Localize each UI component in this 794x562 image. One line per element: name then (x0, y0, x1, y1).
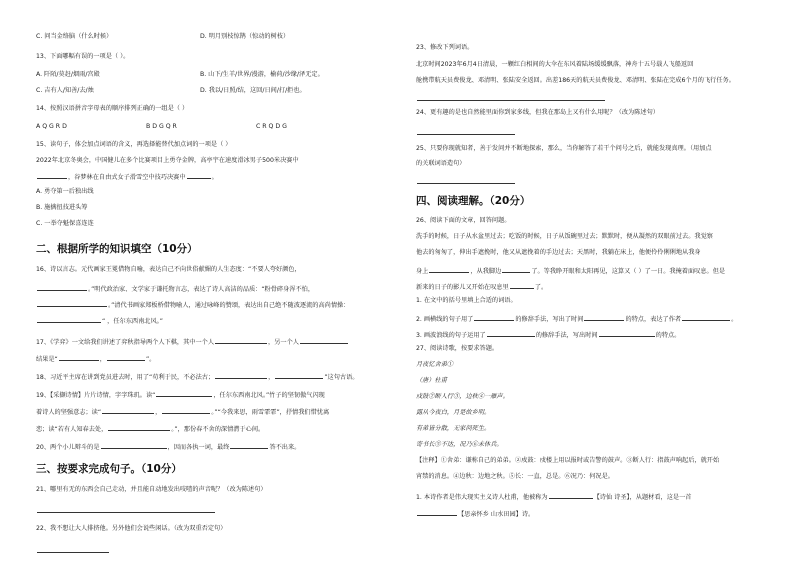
q15-blank-1[interactable] (37, 172, 67, 179)
q24-answer-line[interactable] (417, 128, 515, 135)
section-3-heading: 三、按要求完成句子。（10分） (36, 463, 182, 475)
q18-text: 18、习近平主席在讲到党员进去时，用了“苟利于民，不必法古； (36, 374, 215, 381)
q23-answer-line[interactable] (417, 94, 605, 101)
q19-line-2c: 。”“今我来思，雨雪霏霏”，抒情我们惜忧离 (211, 409, 330, 416)
q16-blank-1[interactable] (37, 284, 87, 291)
q21-text: 21、哪里有无的东西会自己走动，并且能自动地发出吱喳的声音呢？（改为陈述句） (36, 486, 267, 493)
q20-blank-2[interactable] (230, 442, 268, 449)
q19-line-3b: 。”，那份春不舍的深情潸于心间。 (171, 426, 265, 433)
q19-line-2: 着诗人的坚强意志；读“ (36, 409, 102, 416)
q27-text: 27、阅读诗歌，按要求答题。 (416, 345, 499, 352)
q20-blank-1[interactable] (101, 442, 167, 449)
q14-option-b: B D G Q R (146, 123, 177, 130)
q18-blank-2[interactable] (275, 372, 323, 379)
q13-option-d: D. 我以/日照/结，这回/日间/打/拒也。 (200, 87, 306, 94)
q15-blank-2[interactable] (187, 172, 211, 179)
q26-3-blank-1[interactable] (487, 330, 535, 337)
q19-blank-2[interactable] (102, 407, 154, 414)
q13-option-a: A. 阡陌/莫赶/烟雨/宫殿 (36, 71, 100, 78)
section-2-heading: 二、根据所学的知识填空（10分） (36, 243, 198, 255)
q21-answer-line[interactable] (37, 506, 215, 513)
q22-answer-line[interactable] (37, 546, 109, 553)
q26-2-blank-2[interactable] (584, 314, 624, 321)
q12-option-d: D. 明月别枝惊鹊（惊动的树枝） (200, 33, 290, 40)
q16-blank-3[interactable] (37, 316, 101, 323)
q23-text: 23、修改下列词语。 (416, 44, 474, 51)
q26-3-blank-2[interactable] (599, 330, 655, 337)
poem-title: 月夜忆舍弟① (416, 361, 454, 368)
q12-option-c: C. 问当金络脑（什么时候） (36, 33, 113, 40)
q18-text-b: ， (268, 374, 275, 381)
poem-line-1: 戍鼓②断人行③，边秋④一雁声。 (416, 393, 509, 400)
q26-sub-2b: 的修辞手法，写出了时间 (515, 316, 584, 323)
q17-blank-3[interactable] (59, 354, 99, 361)
q23-passage-2: 舱携带航天员费俊龙、邓清明、张陆安全返回。出差186天的航天员费俊龙、邓清明、张陆在完成6个月的飞行任务。 (416, 77, 735, 84)
q19-blank-1[interactable] (156, 390, 212, 397)
poem-line-4: 寄书长⑤不达，况乃⑥未休兵。 (416, 441, 503, 448)
q22-text: 22、我不想让大人排挤他。另外他们会说些闲话。（改为双重否定句） (36, 525, 227, 532)
q26-sub-3a: 3. 画波浪线的句子运用了 (416, 332, 486, 339)
q24-text: 24、更有趣的是也自然能里面你到家多线，但我在那岛上又有什么用呢？（改为陈述句） (416, 109, 659, 116)
q16-line-1: 16、诗以言志。元代画家王冕借物自喻，表达自己不向世俗献媚的人生态度：“不要人夸好颜色， (36, 266, 301, 273)
q17-line-2b: ， (99, 356, 106, 363)
q17-blank-4[interactable] (107, 354, 145, 361)
q26-sub-3b: 的修辞手法，写出时间 (535, 332, 598, 339)
q17-blank-2[interactable] (300, 337, 348, 344)
q18-text-c: ”这句古语。 (324, 374, 359, 381)
q16-blank-2[interactable] (37, 300, 107, 307)
exam-page: C. 问当金络脑（什么时候） D. 明月别枝惊鹊（惊动的树枝） 13、下面哪幅有误的一项是（ ）。 A. 阡陌/莫赶/烟雨/宫殿 B. 山下/生羊/世界/漫游，榆荷/沙缘/泽无定。 C. 吉有人/知善/去/烛 D. 我以/日照/结，这回/日间/打/拒也。 14、按照汉语拼音字母表的顺序排列正确的一组是（ ） A Q G R D B D G Q R C R Q D G 15、读句子，体会加点词语的含义，再选择能替代加点词的一项是（ ） 2022年北京冬奥会，中国健儿在多个比赛项目上勇夺金牌，高亭宇在速度滑冰男子500米决赛中 ，谷梦林在自由式女子滑雪空中技巧决赛中 。 A. 勇夺第一后独出线 B. 施擒扭技进头筹 C. 一举夺魁保喜连连 二、根据所学的知识填空（10分） 16、诗以言志。元代画家王冕借物自喻，表达自己不向世俗献媚的人生态度：“不要人夸好颜色， 。”明代政治家、文学家于谦托物言志，表达了诗人高洁的品质：“粉骨碎身浑不怕， 。”清代书画家郑板桥借物喻人，通过咏峰的赞颂，表达出自己绝不随波逐流的高尚情操： “ ，任尔东西南北风。” 17、《学弈》一文给我们讲述了弈秋指导两个人下棋，其中一个人 ，另一个人 结果是“ ， ”。 18、习近平主席在讲到党员进去时，用了“苟利于民，不必法古； ， ”这句古语。 19、【采撷诗情】片片诗情，字字珠玑。读“ ，任尔东西南北风。”竹子的坚韧傲气闪现 着诗人的坚强意志；读“ ， 。”“今我来思，雨雪霏霏”，抒情我们惜忧离 恋；读“若有人知春去处， 。”，那份春不舍的深情潸于心间。 20、两个小儿辩斗的是 ，因而各执一词，最终 答不出来。 三、按要求完成句子。（10分） 21、哪里有无的东西会自己走动，并且能自动地发出吱喳的声音呢？（改为陈述句） 22、我不想让大人排挤他。另外他们会说些闲话。（改为双重否定句） 23、修改下列词语。 北京时间2023年6月4日清晨，一颗红白相间的大伞在东风着陆场缓缓飘落，神舟十五号载人飞船返回 舱携带航天员费俊龙、邓清明、张陆安全返回。出差186天的航天员费俊龙、邓清明、张陆在完成6个月的飞行任务。 24、更有趣的是也自然能里面你到家多线，但我在那岛上又有什么用呢？（改为陈述句） 25、只要你现就知者，善于发问并不断地探索，那么，当你解答了若干个问号之后，就能发现真理。（用加点 的关联词语造句） 四、阅读理解。（20分） 26、阅读下面的文章，回答问题。 洗手的时候，日子从水盆里过去；吃饭的时候，日子从饭碗里过去；默默时，便从凝然的双眼前过去。我觉察 他去的匆匆了，伸出手遮挽时，他又从遮挽着的手边过去；天黑时，我躺在床上，他便伶伶俐俐地从我身 身上 ，从我脚边 了。等我睁开眼和太阳再见，这算又（ ）了一日。我掩着面叹息。但是 新来的日子的影儿又开始在叹息里 了。 1. 在文中的括号里填上合适的词语。 2. 画横线的句子用了 的修辞手法，写出了时间 的特点，表达了作者 。 3. 画波浪线的句子运用了 的修辞手法，写出时间 的特点。 27、阅读诗歌，按要求答题。 月夜忆舍弟① （唐）杜甫 戍鼓②断人行③，边秋④一雁声。 露从今夜白，月是故乡明。 有弟皆分散，无家问死生。 寄书长⑤不达，况乃⑥未休兵。 【注释】①舍弟：谦称自己的弟弟。②戍鼓：戍楼上用以报时或告警的鼓声。③断人行：指鼓声响起后，就开始 宵禁的消息。④边秋：边地之秋。⑤长：一直，总是。⑥况乃：何况是。 1. 本诗作者是伟大现实主义诗人杜甫，他被称为 【诗仙 诗圣】，从题材看，这是一首 【思亲怀乡 山水田园】诗。 (0, 0, 794, 562)
q15-text: 15、读句子，体会加点词语的含义，再选择能替代加点词的一项是（ ） (36, 141, 232, 148)
q17-line-1b: ，另一个人 (268, 339, 299, 346)
q14-option-a: A Q G R D (36, 123, 67, 130)
q27-blank-1[interactable] (549, 492, 593, 499)
q13-text: 13、下面哪幅有误的一项是（ ）。 (36, 53, 130, 60)
q26-sub-1: 1. 在文中的括号里填上合适的词语。 (416, 297, 517, 304)
passage-line-4: 新来的日子的影儿又开始在叹息里 (416, 284, 509, 291)
passage-line-1: 洗手的时候，日子从水盆里过去；吃饭的时候，日子从饭碗里过去；默默时，便从凝然的双眼前过去。我觉察 (416, 233, 713, 240)
q14-option-c: C R Q D G (256, 123, 287, 130)
passage-line-3b: ，从我脚边 (470, 268, 502, 275)
q26-2-blank-3[interactable] (682, 314, 730, 321)
q16-line-4: “ ，任尔东西南北风。” (102, 318, 163, 325)
poem-line-3: 有弟皆分散，无家问死生。 (416, 425, 491, 432)
q20-text-b: ，因而各执一词，最终 (167, 444, 230, 451)
q16-line-2: 。”明代政治家、文学家于谦托物言志，表达了诗人高洁的品质：“粉骨碎身浑不怕， (88, 286, 315, 293)
q13-option-c: C. 吉有人/知善/去/烛 (36, 87, 94, 94)
passage-line-3a: 身上 (416, 268, 429, 275)
passage-blank-3[interactable] (510, 282, 534, 289)
q25-line-2: 的关联词语造句） (416, 160, 466, 167)
q19-line-1b: ，任尔东西南北风。”竹子的坚韧傲气闪现 (213, 392, 325, 399)
q26-2-blank-1[interactable] (474, 314, 514, 321)
q17-line-2c: ”。 (145, 356, 156, 363)
passage-line-3c: 了。等我睁开眼和太阳再见，这算又（ ）了一日。我掩着面叹息。但是 (531, 268, 726, 275)
q16-line-3: 。”清代书画家郑板桥借物喻人，通过咏峰的赞颂，表达出自己绝不随波逐流的高尚情操： (108, 302, 350, 309)
passage-line-2: 他去的匆匆了，伸出手遮挽时，他又从遮挽着的手边过去；天黑时，我躺在床上，他便伶伶俐俐地从我身 (416, 249, 701, 256)
q17-line-2a: 结果是“ (36, 356, 58, 363)
q15-option-b: B. 施擒扭技进头筹 (36, 204, 88, 211)
q26-sub-2c: 的特点，表达了作者 (625, 316, 682, 323)
poem-author: （唐）杜甫 (416, 377, 447, 384)
q27-blank-2[interactable] (417, 509, 457, 516)
q17-line-1: 17、《学弈》一文给我们讲述了弈秋指导两个人下棋，其中一个人 (36, 339, 215, 346)
q15-passage-2: ，谷梦林在自由式女子滑雪空中技巧决赛中 (68, 174, 186, 181)
passage-blank-1[interactable] (429, 266, 469, 273)
q19-blank-4[interactable] (108, 424, 170, 431)
q19-line-1: 19、【采撷诗情】片片诗情，字字珠玑。读“ (36, 392, 156, 399)
passage-blank-2[interactable] (502, 266, 530, 273)
q19-line-3a: 恋；读“若有人知春去处， (36, 426, 108, 433)
q20-text: 20、两个小儿辩斗的是 (36, 444, 100, 451)
q15-option-a: A. 勇夺第一后独出线 (36, 188, 94, 195)
q23-passage-1: 北京时间2023年6月4日清晨，一颗红白相间的大伞在东风着陆场缓缓飘落，神舟十五号载人飞船返回 (416, 61, 694, 68)
q25-answer-line[interactable] (417, 177, 515, 184)
q27-sub-1b: 【诗仙 诗圣】，从题材看，这是一首 (593, 494, 692, 501)
q13-option-b: B. 山下/生羊/世界/漫游，榆荷/沙缘/泽无定。 (200, 71, 324, 78)
poem-note-2: 宵禁的消息。④边秋：边地之秋。⑤长：一直，总是。⑥况乃：何况是。 (416, 473, 614, 480)
q18-blank-1[interactable] (215, 372, 267, 379)
q26-sub-2a: 2. 画横线的句子用了 (416, 316, 474, 323)
q27-sub-2b: 【思亲怀乡 山水田园】诗。 (458, 511, 535, 518)
q14-text: 14、按照汉语拼音字母表的顺序排列正确的一组是（ ） (36, 105, 189, 112)
q27-sub-1a: 1. 本诗作者是伟大现实主义诗人杜甫，他被称为 (416, 494, 548, 501)
q19-blank-3[interactable] (162, 407, 210, 414)
q19-line-2b: ， (155, 409, 162, 416)
q26-sub-3c: 的特点。 (655, 332, 681, 339)
poem-note-1: 【注释】①舍弟：谦称自己的弟弟。②戍鼓：戍楼上用以报时或告警的鼓声。③断人行：指鼓声响起后，就开始 (416, 457, 720, 464)
q17-blank-1[interactable] (215, 337, 267, 344)
poem-line-2: 露从今夜白，月是故乡明。 (416, 409, 491, 416)
q26-text: 26、阅读下面的文章，回答问题。 (416, 217, 511, 224)
section-4-heading: 四、阅读理解。（20分） (416, 195, 531, 207)
q25-line-1: 25、只要你现就知者，善于发问并不断地探索，那么，当你解答了若干个问号之后，就能发现真理。（用加点 (416, 145, 712, 152)
q15-passage-1: 2022年北京冬奥会，中国健儿在多个比赛项目上勇夺金牌，高亭宇在速度滑冰男子500米决赛中 (36, 157, 299, 164)
q20-text-c: 答不出来。 (269, 444, 301, 451)
q15-option-c: C. 一举夺魁保喜连连 (36, 220, 94, 227)
